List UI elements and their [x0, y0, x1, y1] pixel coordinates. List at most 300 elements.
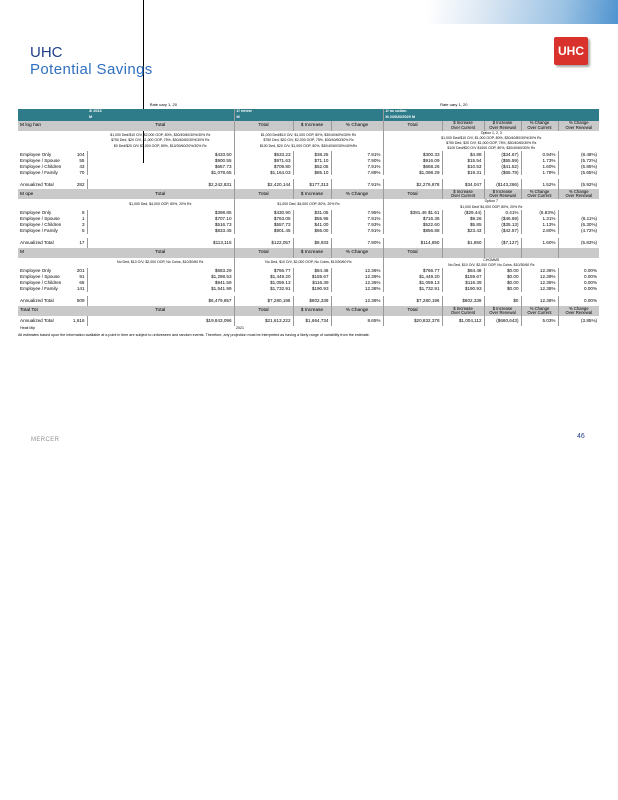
disclaimer-note: All estimates based upon the information available at a point in time are subject to unforeseen and random events. Therefore, any projection must be interpreted as having a likely range of variability from the estimate. — [18, 333, 370, 338]
total-cc: 1.60% — [521, 238, 558, 248]
plan-design-row — [18, 199, 599, 209]
col-chg-over-renewal — [558, 306, 599, 316]
rate-alt: $522.60 — [383, 222, 442, 228]
rate-inc: $66.00 — [293, 228, 331, 234]
rate-ic: $15.54 — [442, 157, 484, 163]
plan-design-line: $1,000 Ded/$10 O/V, $1,000 OOP, 80%, $30/40/60%/30% Rx — [260, 133, 357, 138]
total-chg: 7.90% — [331, 238, 383, 248]
total-ren: $122,057 — [234, 238, 293, 248]
col-increase: $ Increase — [293, 189, 331, 199]
rate-inc: $116.39 — [293, 280, 331, 286]
total-cc: 12.38% — [521, 296, 558, 306]
total-ir: ($660,643) — [484, 316, 521, 326]
enrollment-count: 3 — [81, 222, 85, 228]
rate-cc: 12.36% — [521, 280, 558, 286]
plan-design-line: $100 Ded/$20 O/V $1000 OOP, 80%, $30/40/60/30% Rx — [447, 146, 536, 151]
col-total: Total — [234, 189, 293, 199]
rate-ir: 0.41% — [484, 210, 521, 216]
rate-inc: $55.95 — [293, 216, 331, 222]
rate-inc: $31.05 — [293, 210, 331, 216]
total-chg: 8.65% — [331, 316, 383, 326]
tier-label: Employee / Family — [20, 169, 58, 175]
header-sub-line: Over Current — [527, 193, 552, 199]
header-sub-line: Over Renewal — [489, 310, 516, 316]
col-chg-over-renewal — [558, 189, 599, 199]
brand-mark: MERCER — [31, 437, 60, 443]
rate-alt: $668.26 — [383, 163, 442, 169]
enrollment-count: 1 — [81, 216, 85, 222]
plan-design-line: $1,000 Ded/$10 O/V, $2,000 OOP, 80%, $30/40/80/30%/30% Rx — [110, 133, 211, 138]
page-subtitle: Potential Savings — [30, 61, 153, 78]
col-inc-over-current — [442, 189, 484, 199]
rate-inc: $71.10 — [293, 157, 331, 163]
enrollment-count: 201 — [76, 268, 85, 274]
col-inc-over-renewal — [484, 189, 521, 199]
total-cr: 0.00% — [558, 296, 599, 306]
plan-design-row — [18, 258, 599, 268]
tier-label: Employee Only — [20, 268, 52, 274]
tier-label: Employee / Spouse — [20, 157, 60, 163]
total-cur: $19,843,096 — [87, 316, 234, 326]
rate-cr: (5.85%) — [558, 163, 599, 169]
total-alt: $2,276,878 — [383, 179, 442, 189]
col-chg-over-current — [521, 306, 558, 316]
rate-ic: $23.43 — [442, 228, 484, 234]
grand-header-row — [18, 306, 599, 316]
tier-label: Employee / Children — [20, 222, 62, 228]
col-increase: $ Increase — [293, 306, 331, 316]
total-cr: (5.92%) — [558, 179, 599, 189]
total-count: 282 — [76, 181, 85, 187]
rate-cur: $707.10 — [87, 216, 234, 222]
rate-cur: $900.55 — [87, 157, 234, 163]
rate-ren: $1,059.13 — [234, 280, 293, 286]
total-cr: (3.85%) — [558, 316, 599, 326]
col-total: Total — [87, 121, 234, 131]
col-chg-over-current — [521, 121, 558, 131]
rate-inc: $52.05 — [293, 163, 331, 169]
rate-cur: $433.50 — [87, 151, 234, 157]
rate-cc: 1.31% — [521, 216, 558, 222]
rate-inc: $85.10 — [293, 169, 331, 175]
total-label: Annualized Total — [20, 298, 54, 304]
total-ir: ($143,266) — [484, 179, 521, 189]
total-ren: $2,420,144 — [234, 179, 293, 189]
rate-ir: ($65.79) — [484, 169, 521, 175]
teal-cell: 2/ renew — [234, 109, 383, 115]
rate-alt: $381.46 $1.61 — [383, 210, 442, 216]
header-sub-line: Over Current — [450, 124, 476, 130]
enrollment-count: 5 — [81, 228, 85, 234]
rate-cr: (8.48%) — [558, 151, 599, 157]
rate-cc: (6.83%) — [521, 210, 558, 216]
rate-chg: 7.90% — [331, 157, 383, 163]
plan-design-line: $1,000 Ded, $4,000 OOP, 80%, 20% Rx — [129, 202, 192, 206]
total-cur: $113,115 — [87, 238, 234, 248]
blank-header-cell — [521, 248, 558, 258]
section-header-row — [18, 189, 599, 199]
col-increase: $ Increase — [293, 121, 331, 131]
enrollment-count: 141 — [76, 286, 85, 292]
plan-design-line: $750 Ded, $20 O/V, $1,000 OOP, 75%, $30/40/60/30% Rx — [446, 141, 537, 145]
rate-chg: 12.36% — [331, 268, 383, 274]
section-header-row — [18, 248, 599, 258]
rate-ren: $766.77 — [234, 268, 293, 274]
rate-cc: 1.79% — [521, 169, 558, 175]
rate-chg: 7.91% — [331, 228, 383, 234]
rate-alt: $766.77 — [383, 268, 442, 274]
rate-ir: $0.00 — [484, 274, 521, 280]
grand-header-label: Total Tot — [18, 306, 87, 316]
col-total: Total — [87, 248, 234, 258]
plan-design-line: $750 Ded, $20 O/V, $2,000 OOP, 75%, $30/40/60/30% Rx — [263, 138, 354, 143]
col-total: Total — [383, 189, 442, 199]
total-cur: $6,479,857 — [87, 296, 234, 306]
rate-ir: ($42.57) — [484, 228, 521, 234]
blank-header-cell — [484, 248, 521, 258]
total-count: 509 — [76, 298, 85, 304]
rate-alt: $300.33 — [383, 151, 442, 157]
header-line: $ Increase — [492, 120, 513, 125]
total-cc: 5.03% — [521, 316, 558, 326]
rate-alt: $1,059.13 — [383, 280, 442, 286]
rate-cur: $516.73 — [87, 222, 234, 228]
rate-ren: $1,164.03 — [234, 169, 293, 175]
total-cur: $2,242,831 — [87, 179, 234, 189]
plan-design-cell — [383, 199, 599, 209]
section-label: M log han — [18, 121, 87, 131]
total-alt: $7,280,196 — [383, 296, 442, 306]
rate-inc: $190.93 — [293, 286, 331, 292]
rate-alt: $856.88 — [383, 228, 442, 234]
rate-inc: $84.48 — [293, 268, 331, 274]
header-line: % Change — [569, 306, 589, 311]
tier-label: Employee / Spouse — [20, 216, 60, 222]
tier-label: Employee / Children — [20, 280, 62, 286]
teal-cell: M — [234, 115, 383, 121]
rate-alt: $716.36 — [383, 216, 442, 222]
rate-ic: ($29.44) — [442, 210, 484, 216]
plan-design-line: $100 Ded, $20 O/V, $1,000 OOP, 80%, $30/40/60/30%/40%Rx — [259, 143, 358, 148]
rate-ic: $19.31 — [442, 169, 484, 175]
rate-chg: 12.36% — [331, 280, 383, 286]
teal-cell: M — [87, 115, 234, 121]
tier-label: Employee / Family — [20, 228, 58, 234]
plan-design-line: $1,000 Ded/ $4,000 OOP, 80%, 20% Rx — [460, 204, 523, 209]
rate-ir: $0.00 — [484, 286, 521, 292]
total-ir: ($7,127) — [484, 238, 521, 248]
rate-cur: $941.59 — [87, 280, 234, 286]
header-sub-line: Over Current — [450, 193, 476, 199]
rate-cur: $683.29 — [87, 268, 234, 274]
header-line: % Change — [529, 189, 550, 194]
plan-design-cell — [234, 258, 383, 268]
total-ic: $802,339 — [442, 296, 484, 306]
rate-ir: ($34.67) — [484, 151, 521, 157]
col-inc-over-renewal — [484, 306, 521, 316]
col-chg-over-renewal — [558, 121, 599, 131]
total-ren: $21,613,222 — [234, 316, 293, 326]
total-ren: $7,280,196 — [234, 296, 293, 306]
rate-table — [18, 109, 599, 332]
report-title-row — [18, 100, 599, 109]
plan-design-cell — [234, 199, 383, 209]
rate-alt: $1,449.20 — [383, 274, 442, 280]
rate-ic: $116.39 — [442, 280, 484, 286]
header-sub-line: Over Current — [527, 310, 552, 316]
blank-cell — [18, 131, 87, 152]
rate-inc: $159.67 — [293, 274, 331, 280]
enrollment-count: 8 — [81, 210, 85, 216]
enrollment-count: 55 — [79, 157, 85, 163]
rate-chg: 7.93% — [331, 222, 383, 228]
rate-cr: (6.30%) — [558, 222, 599, 228]
rate-cur: $1,288.53 — [87, 274, 234, 280]
annualized-total-row — [18, 296, 599, 306]
rate-cr: 0.00% — [558, 280, 599, 286]
total-ic: $1,850 — [442, 238, 484, 248]
col-total: Total — [87, 306, 234, 316]
rate-ir: ($41.52) — [484, 163, 521, 169]
total-cr: (5.83%) — [558, 238, 599, 248]
uhc-logo: UHC — [554, 37, 588, 65]
rate-chg: 7.91% — [331, 163, 383, 169]
enrollment-count: 104 — [76, 151, 85, 157]
rate-chg: 7.95% — [331, 210, 383, 216]
header-sub-line: Over Renewal — [489, 193, 516, 199]
report-title-right: Rate uary 1, 20 — [440, 101, 468, 107]
header-sub-line: Over Renewal — [565, 193, 593, 199]
tier-label: Employee / Spouse — [20, 274, 60, 280]
header-sub-line: Over Current — [527, 124, 552, 130]
rate-ren: $1,449.20 — [234, 274, 293, 280]
tier-label: Employee Only — [20, 151, 52, 157]
header-line: % Change — [529, 120, 550, 125]
total-ic: $1,004,112 — [442, 316, 484, 326]
page-title: UHC — [30, 44, 63, 61]
header-line: $ Increase — [453, 120, 473, 125]
header-line: $ Increase — [453, 189, 473, 194]
total-count: 17 — [79, 240, 85, 246]
rate-comparison-document — [18, 100, 599, 339]
rate-cc: 1.13% — [521, 222, 558, 228]
plan-design-cell — [383, 131, 599, 152]
rate-cur: $833.45 — [87, 228, 234, 234]
plan-design-line: $1,000 Ded/$10 O/V, $1,000 OOP, 80%, $30/40/80/30%/30% Rx — [441, 135, 542, 140]
option-label: Option 7 — [484, 199, 498, 204]
rate-ir: ($55.59) — [484, 157, 521, 163]
footer-left: Healt Mip — [18, 326, 234, 332]
col-total: Total — [234, 121, 293, 131]
total-cc: 1.52% — [521, 179, 558, 189]
tier-label: Employee / Children — [20, 163, 62, 169]
section-label: M ope — [18, 189, 87, 199]
tier-label: Employee Only — [20, 210, 52, 216]
col-change: % Change — [331, 189, 383, 199]
total-chg: 7.91% — [331, 179, 383, 189]
header-gradient-band — [428, 0, 618, 24]
rate-cur: $1,541.99 — [87, 286, 234, 292]
plan-design-line: No Ded, $10 O/V, $2,000 OOP, No Coins, $10/30/60 Rx — [265, 260, 352, 265]
teal-cell: M 2/2020/2020 M — [383, 115, 599, 121]
teal-cell: 3/ 2013 — [87, 109, 234, 115]
col-change: % Change — [331, 306, 383, 316]
header-sub-line: Over Renewal — [489, 124, 516, 130]
col-total: Total — [383, 121, 442, 131]
annualized-total-row — [18, 316, 599, 326]
total-label: Annualized Total — [20, 318, 54, 324]
rate-chg: 12.39% — [331, 274, 383, 280]
rate-ren: $709.80 — [234, 163, 293, 169]
header-line: % Change — [529, 306, 550, 311]
col-total: Total — [383, 248, 442, 258]
annualized-total-row — [18, 179, 599, 189]
table-footer-row — [18, 326, 599, 332]
total-inc: $1,664,734 — [293, 316, 331, 326]
enrollment-count: 66 — [79, 280, 85, 286]
plan-design-line: $1,000 Ded, $4,000 OOP, 80%, 20% Rx — [277, 202, 340, 206]
header-line: % Change — [569, 189, 589, 194]
blank-header-cell — [442, 248, 484, 258]
total-alt: $114,850 — [383, 238, 442, 248]
rate-ic: $190.93 — [442, 286, 484, 292]
total-inc: $177,313 — [293, 179, 331, 189]
rate-ren: $901.45 — [234, 228, 293, 234]
col-change: % Change — [331, 248, 383, 258]
rate-ren: $430.90 — [234, 210, 293, 216]
total-chg: 12.38% — [331, 296, 383, 306]
teal-cell: 2/ nc uction — [383, 109, 599, 115]
plan-design-line: No Ded, $10 O/V, $2,000 OOP, No Coins, $10/30/60 Rx — [117, 260, 204, 265]
footer-right: 2021 — [234, 326, 599, 332]
page-number: 46 — [577, 433, 585, 440]
rate-ir: ($35.13) — [484, 222, 521, 228]
rate-chg: 12.38% — [331, 286, 383, 292]
rate-ir: ($46.69) — [484, 216, 521, 222]
total-label: Annualized Total — [20, 240, 54, 246]
total-ic: $34,047 — [442, 179, 484, 189]
rate-ren: $763.05 — [234, 216, 293, 222]
header-line: % Change — [569, 120, 589, 125]
blank-cell — [18, 199, 87, 209]
plan-design-cell — [87, 199, 234, 209]
annualized-total-row — [18, 238, 599, 248]
rate-ic: $159.67 — [442, 274, 484, 280]
blank-cell — [18, 258, 87, 268]
col-inc-over-current — [442, 306, 484, 316]
total-inc: $8,933 — [293, 238, 331, 248]
header-sub-line: Over Current — [450, 310, 476, 316]
col-total: Total — [234, 248, 293, 258]
plan-design-line: $0 Ded/$20 O/V $7,000 OOP, 80%, $10/30/60/20%/30% Rx — [113, 143, 207, 148]
report-title-left: Rate uary 1, 20 — [149, 101, 177, 107]
blank-header-cell — [558, 248, 599, 258]
rate-ir: $0.00 — [484, 268, 521, 274]
rate-ic: $5.85 — [442, 222, 484, 228]
plan-design-cell — [234, 131, 383, 152]
rate-ren: $557.73 — [234, 222, 293, 228]
col-inc-over-current — [442, 121, 484, 131]
tier-label: Employee / Family — [20, 286, 58, 292]
col-total: Total — [383, 306, 442, 316]
total-count: 1,616 — [73, 318, 85, 324]
plan-design-row — [18, 131, 599, 152]
plan-design-line: $750 Ded, $20 O/V, $1,000 OOP, 75%, $30/40/60/30%/30% Rx — [111, 138, 210, 143]
rate-alt: $916.09 — [383, 157, 442, 163]
option-label: Option 1, 2, 3 — [480, 130, 502, 135]
total-label: Annualized Total — [20, 181, 54, 187]
rate-chg: 7.89% — [331, 169, 383, 175]
rate-chg: 7.91% — [331, 216, 383, 222]
rate-alt: $1,732.91 — [383, 286, 442, 292]
rate-ir: $0.00 — [484, 280, 521, 286]
col-change: % Change — [331, 121, 383, 131]
rate-ren: $971.63 — [234, 157, 293, 163]
plan-design-cell — [87, 258, 234, 268]
header-sub-line: Over Renewal — [565, 310, 593, 316]
col-inc-over-renewal — [484, 121, 521, 131]
rate-alt: $1,098.29 — [383, 169, 442, 175]
col-increase: $ Increase — [293, 248, 331, 258]
rate-cur: $1,078.65 — [87, 169, 234, 175]
enrollment-count: 70 — [79, 169, 85, 175]
header-line: $ Increase — [453, 306, 473, 311]
rate-cr: (4.72%) — [558, 228, 599, 234]
option-label: CHOMMS — [483, 257, 500, 262]
rate-inc: $38.25 — [293, 151, 331, 157]
rate-cc: 12.39% — [521, 274, 558, 280]
rate-cr: 0.00% — [558, 268, 599, 274]
rate-ic: $84.48 — [442, 268, 484, 274]
section-header-row — [18, 121, 599, 131]
plan-design-line: No Ded, $10 O/V, $2,000 OOP, No Coins, $10/30/60 Rx — [448, 263, 535, 268]
total-inc: $802,339 — [293, 296, 331, 306]
header-line: $ Increase — [492, 306, 513, 311]
col-chg-over-current — [521, 189, 558, 199]
rate-cr: 0.00% — [558, 286, 599, 292]
rate-cur: $657.73 — [87, 163, 234, 169]
rate-cc: 12.36% — [521, 268, 558, 274]
rate-cc: 1.73% — [521, 157, 558, 163]
section-label: M — [18, 248, 87, 258]
rate-cr: (5.65%) — [558, 169, 599, 175]
rate-cc: 12.38% — [521, 286, 558, 292]
rate-chg: 7.91% — [331, 151, 383, 157]
rate-ren: $1,732.91 — [234, 286, 293, 292]
rate-cr: (6.11%) — [558, 216, 599, 222]
header-sub-line: Over Renewal — [565, 124, 593, 130]
rate-ic: $10.53 — [442, 163, 484, 169]
rate-cr: (5.72%) — [558, 157, 599, 163]
plan-design-cell — [87, 131, 234, 152]
total-ir: $0 — [484, 296, 521, 306]
enrollment-count: 43 — [79, 163, 85, 169]
rate-cc: 0.94% — [521, 151, 558, 157]
header-line: $ Increase — [492, 189, 513, 194]
rate-cur: $398.85 — [87, 210, 234, 216]
plan-design-cell — [383, 258, 599, 268]
rate-ic: $9.26 — [442, 216, 484, 222]
rate-cc: 2.80% — [521, 228, 558, 234]
rate-ic: $4.88 — [442, 151, 484, 157]
rate-ren: $533.23 — [234, 151, 293, 157]
col-total: Total — [87, 189, 234, 199]
rate-cc: 1.60% — [521, 163, 558, 169]
enrollment-count: 91 — [79, 274, 85, 280]
rate-cr: 0.00% — [558, 274, 599, 280]
rate-inc: $41.00 — [293, 222, 331, 228]
total-alt: $20,832,378 — [383, 316, 442, 326]
